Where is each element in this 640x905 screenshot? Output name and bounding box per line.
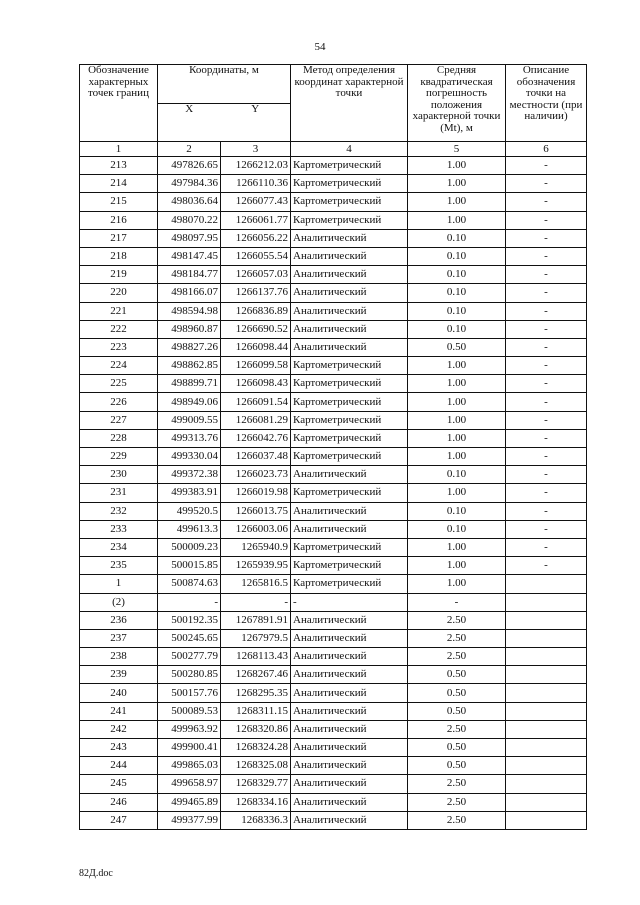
column-index-cell: 6 [506, 142, 587, 157]
coord-x-cell: 499658.97 [158, 775, 221, 793]
coord-x-cell: 499613.3 [158, 520, 221, 538]
error-cell: 1.00 [408, 448, 506, 466]
point-number-cell: 242 [80, 720, 158, 738]
coord-y-cell: 1267891.91 [221, 611, 291, 629]
table-row [80, 593, 587, 611]
error-cell: 0.10 [408, 266, 506, 284]
coord-x-cell: 500089.53 [158, 702, 221, 720]
error-cell: 2.50 [408, 648, 506, 666]
description-cell: - [506, 175, 587, 193]
error-cell: 2.50 [408, 793, 506, 811]
coord-x-cell: 498827.26 [158, 338, 221, 356]
coord-x-cell: 500192.35 [158, 611, 221, 629]
point-number-cell: 221 [80, 302, 158, 320]
description-cell [506, 811, 587, 829]
description-cell: - [506, 538, 587, 556]
coord-y-cell: 1266056.22 [221, 229, 291, 247]
table-row [80, 811, 587, 829]
page-number: 54 [314, 41, 326, 53]
description-cell [506, 593, 587, 611]
column-index-cell: 3 [221, 142, 291, 157]
coord-x-cell: 498166.07 [158, 284, 221, 302]
coord-x-cell: 499865.03 [158, 757, 221, 775]
error-cell: 0.10 [408, 247, 506, 265]
coord-y-cell: 1266099.58 [221, 357, 291, 375]
error-cell: - [408, 593, 506, 611]
error-cell: 0.50 [408, 666, 506, 684]
coord-y-cell: 1266061.77 [221, 211, 291, 229]
point-number-cell: 1 [80, 575, 158, 593]
point-number-cell: 222 [80, 320, 158, 338]
point-number-cell: (2) [80, 593, 158, 611]
point-number-cell: 247 [80, 811, 158, 829]
table-row [80, 538, 587, 556]
coord-x-cell: 498594.98 [158, 302, 221, 320]
method-cell: Картометрический [291, 429, 408, 447]
point-number-cell: 229 [80, 448, 158, 466]
description-cell: - [506, 193, 587, 211]
header-designation: Обозначение характерных точек границ [80, 65, 158, 142]
point-number-cell: 234 [80, 538, 158, 556]
method-cell: Аналитический [291, 684, 408, 702]
error-cell: 0.10 [408, 302, 506, 320]
method-cell: Аналитический [291, 320, 408, 338]
point-number-cell: 238 [80, 648, 158, 666]
error-cell: 1.00 [408, 484, 506, 502]
coord-y-cell: 1266023.73 [221, 466, 291, 484]
description-cell [506, 684, 587, 702]
error-cell: 2.50 [408, 811, 506, 829]
description-cell [506, 720, 587, 738]
description-cell [506, 793, 587, 811]
description-cell: - [506, 448, 587, 466]
coord-x-cell: - [158, 593, 221, 611]
description-cell [506, 575, 587, 593]
footer-filename: 82Д.doc [79, 868, 113, 879]
table-row [80, 666, 587, 684]
description-cell: - [506, 393, 587, 411]
table-row [80, 720, 587, 738]
error-cell: 0.50 [408, 702, 506, 720]
description-cell [506, 611, 587, 629]
point-number-cell: 232 [80, 502, 158, 520]
coord-y-cell: 1266098.44 [221, 338, 291, 356]
description-cell: - [506, 466, 587, 484]
header-x: X [158, 103, 221, 142]
column-index-cell: 2 [158, 142, 221, 157]
coord-y-cell: 1266003.06 [221, 520, 291, 538]
error-cell: 1.00 [408, 557, 506, 575]
error-cell: 0.10 [408, 466, 506, 484]
coord-y-cell: 1268320.86 [221, 720, 291, 738]
coord-x-cell: 498949.06 [158, 393, 221, 411]
error-cell: 1.00 [408, 157, 506, 175]
coord-x-cell: 500280.85 [158, 666, 221, 684]
error-cell: 1.00 [408, 538, 506, 556]
header-coordinates: Координаты, м [158, 65, 291, 104]
coord-x-cell: 500874.63 [158, 575, 221, 593]
description-cell: - [506, 302, 587, 320]
description-cell: - [506, 502, 587, 520]
table-row [80, 320, 587, 338]
method-cell: Аналитический [291, 229, 408, 247]
coord-x-cell: 500245.65 [158, 629, 221, 647]
coord-y-cell: 1268295.35 [221, 684, 291, 702]
table-row [80, 648, 587, 666]
table-row [80, 193, 587, 211]
coord-x-cell: 499900.41 [158, 739, 221, 757]
table-row [80, 375, 587, 393]
point-number-cell: 237 [80, 629, 158, 647]
table-row [80, 429, 587, 447]
point-number-cell: 213 [80, 157, 158, 175]
table-row [80, 739, 587, 757]
method-cell: Аналитический [291, 757, 408, 775]
point-number-cell: 233 [80, 520, 158, 538]
table-row [80, 338, 587, 356]
description-cell: - [506, 211, 587, 229]
method-cell: Аналитический [291, 466, 408, 484]
description-cell: - [506, 375, 587, 393]
coord-x-cell: 499520.5 [158, 502, 221, 520]
method-cell: Аналитический [291, 720, 408, 738]
table-row [80, 157, 587, 175]
coord-y-cell: 1265939.95 [221, 557, 291, 575]
coord-y-cell: 1266081.29 [221, 411, 291, 429]
method-cell: Картометрический [291, 193, 408, 211]
error-cell: 1.00 [408, 193, 506, 211]
table-row [80, 357, 587, 375]
error-cell: 1.00 [408, 429, 506, 447]
table-row [80, 793, 587, 811]
coord-x-cell: 499377.99 [158, 811, 221, 829]
coord-y-cell: 1265816.5 [221, 575, 291, 593]
error-cell: 0.10 [408, 284, 506, 302]
error-cell: 1.00 [408, 357, 506, 375]
coord-y-cell: 1268334.16 [221, 793, 291, 811]
coord-x-cell: 500015.85 [158, 557, 221, 575]
method-cell: Аналитический [291, 520, 408, 538]
coord-y-cell: 1268267.46 [221, 666, 291, 684]
method-cell: Аналитический [291, 775, 408, 793]
description-cell: - [506, 338, 587, 356]
coord-x-cell: 498184.77 [158, 266, 221, 284]
table-row [80, 502, 587, 520]
table-row [80, 411, 587, 429]
error-cell: 2.50 [408, 629, 506, 647]
point-number-cell: 245 [80, 775, 158, 793]
description-cell: - [506, 284, 587, 302]
point-number-cell: 225 [80, 375, 158, 393]
coord-x-cell: 500277.79 [158, 648, 221, 666]
error-cell: 2.50 [408, 611, 506, 629]
coord-y-cell: 1268329.77 [221, 775, 291, 793]
description-cell [506, 702, 587, 720]
coord-y-cell: 1266212.03 [221, 157, 291, 175]
coord-y-cell: 1266137.76 [221, 284, 291, 302]
description-cell: - [506, 229, 587, 247]
table-row [80, 284, 587, 302]
point-number-cell: 228 [80, 429, 158, 447]
error-cell: 2.50 [408, 720, 506, 738]
table-row [80, 466, 587, 484]
coord-x-cell: 499383.91 [158, 484, 221, 502]
error-cell: 1.00 [408, 411, 506, 429]
point-number-cell: 244 [80, 757, 158, 775]
coord-x-cell: 497984.36 [158, 175, 221, 193]
method-cell: Аналитический [291, 284, 408, 302]
point-number-cell: 217 [80, 229, 158, 247]
point-number-cell: 218 [80, 247, 158, 265]
point-number-cell: 241 [80, 702, 158, 720]
coord-x-cell: 499330.04 [158, 448, 221, 466]
coord-y-cell: 1268324.28 [221, 739, 291, 757]
coord-x-cell: 499465.89 [158, 793, 221, 811]
description-cell [506, 648, 587, 666]
coord-y-cell: 1266055.54 [221, 247, 291, 265]
description-cell [506, 739, 587, 757]
coord-y-cell: 1266110.36 [221, 175, 291, 193]
header-error: Средняя квадратическая погрешность положения характерной точки (Mt), м [408, 65, 506, 142]
method-cell: Картометрический [291, 175, 408, 193]
coord-x-cell: 497826.65 [158, 157, 221, 175]
point-number-cell: 224 [80, 357, 158, 375]
table-row [80, 302, 587, 320]
method-cell: Аналитический [291, 739, 408, 757]
error-cell: 0.10 [408, 229, 506, 247]
error-cell: 1.00 [408, 575, 506, 593]
point-number-cell: 219 [80, 266, 158, 284]
error-cell: 1.00 [408, 375, 506, 393]
method-cell: Аналитический [291, 247, 408, 265]
coord-y-cell: 1265940.9 [221, 538, 291, 556]
error-cell: 0.10 [408, 502, 506, 520]
error-cell: 1.00 [408, 211, 506, 229]
error-cell: 0.10 [408, 320, 506, 338]
description-cell [506, 775, 587, 793]
table-row [80, 629, 587, 647]
method-cell: Аналитический [291, 702, 408, 720]
table-row [80, 611, 587, 629]
error-cell: 2.50 [408, 775, 506, 793]
method-cell: - [291, 593, 408, 611]
table-row [80, 448, 587, 466]
point-number-cell: 236 [80, 611, 158, 629]
table-row [80, 557, 587, 575]
method-cell: Аналитический [291, 811, 408, 829]
table-row [80, 702, 587, 720]
method-cell: Картометрический [291, 375, 408, 393]
point-number-cell: 223 [80, 338, 158, 356]
error-cell: 0.10 [408, 520, 506, 538]
column-index-row [80, 142, 587, 157]
header-description: Описание обозначения точки на местности (при наличии) [506, 65, 587, 142]
description-cell [506, 629, 587, 647]
coord-y-cell: 1266098.43 [221, 375, 291, 393]
description-cell: - [506, 411, 587, 429]
coord-y-cell: 1266690.52 [221, 320, 291, 338]
method-cell: Аналитический [291, 629, 408, 647]
point-number-cell: 227 [80, 411, 158, 429]
column-index-cell: 4 [291, 142, 408, 157]
method-cell: Картометрический [291, 393, 408, 411]
method-cell: Картометрический [291, 448, 408, 466]
coord-x-cell: 498097.95 [158, 229, 221, 247]
method-cell: Картометрический [291, 484, 408, 502]
header-y: Y [221, 103, 291, 142]
table-row [80, 575, 587, 593]
table-row [80, 775, 587, 793]
point-number-cell: 246 [80, 793, 158, 811]
coord-x-cell: 499372.38 [158, 466, 221, 484]
coord-x-cell: 498899.71 [158, 375, 221, 393]
coord-y-cell: 1266037.48 [221, 448, 291, 466]
method-cell: Аналитический [291, 648, 408, 666]
coord-y-cell: 1266019.98 [221, 484, 291, 502]
table-row [80, 266, 587, 284]
coord-x-cell: 499009.55 [158, 411, 221, 429]
description-cell [506, 666, 587, 684]
table-row [80, 211, 587, 229]
table-row [80, 393, 587, 411]
coord-y-cell: 1267979.5 [221, 629, 291, 647]
method-cell: Аналитический [291, 266, 408, 284]
description-cell: - [506, 157, 587, 175]
coord-y-cell: 1268311.15 [221, 702, 291, 720]
column-index-cell: 1 [80, 142, 158, 157]
coord-x-cell: 499963.92 [158, 720, 221, 738]
method-cell: Аналитический [291, 338, 408, 356]
error-cell: 0.50 [408, 757, 506, 775]
description-cell: - [506, 429, 587, 447]
point-number-cell: 215 [80, 193, 158, 211]
table-row [80, 229, 587, 247]
coord-y-cell: 1266057.03 [221, 266, 291, 284]
error-cell: 1.00 [408, 393, 506, 411]
error-cell: 0.50 [408, 338, 506, 356]
error-cell: 1.00 [408, 175, 506, 193]
point-number-cell: 220 [80, 284, 158, 302]
method-cell: Картометрический [291, 357, 408, 375]
coord-x-cell: 498147.45 [158, 247, 221, 265]
table-row [80, 484, 587, 502]
table-row [80, 684, 587, 702]
point-number-cell: 239 [80, 666, 158, 684]
description-cell: - [506, 247, 587, 265]
description-cell: - [506, 520, 587, 538]
method-cell: Аналитический [291, 793, 408, 811]
coord-y-cell: 1268113.43 [221, 648, 291, 666]
coord-x-cell: 498960.87 [158, 320, 221, 338]
coord-x-cell: 498036.64 [158, 193, 221, 211]
coord-x-cell: 500009.23 [158, 538, 221, 556]
coord-y-cell: - [221, 593, 291, 611]
coord-x-cell: 498070.22 [158, 211, 221, 229]
description-cell: - [506, 357, 587, 375]
method-cell: Аналитический [291, 302, 408, 320]
point-number-cell: 214 [80, 175, 158, 193]
method-cell: Картометрический [291, 557, 408, 575]
description-cell: - [506, 484, 587, 502]
method-cell: Картометрический [291, 538, 408, 556]
header-method: Метод определения координат характерной точки [291, 65, 408, 142]
coordinates-table [79, 64, 587, 830]
description-cell: - [506, 266, 587, 284]
coord-x-cell: 498862.85 [158, 357, 221, 375]
point-number-cell: 240 [80, 684, 158, 702]
point-number-cell: 230 [80, 466, 158, 484]
description-cell [506, 757, 587, 775]
table-row [80, 520, 587, 538]
point-number-cell: 226 [80, 393, 158, 411]
point-number-cell: 235 [80, 557, 158, 575]
point-number-cell: 243 [80, 739, 158, 757]
description-cell: - [506, 320, 587, 338]
method-cell: Картометрический [291, 575, 408, 593]
table-body [80, 157, 587, 830]
error-cell: 0.50 [408, 739, 506, 757]
method-cell: Аналитический [291, 611, 408, 629]
point-number-cell: 216 [80, 211, 158, 229]
coord-y-cell: 1268325.08 [221, 757, 291, 775]
description-cell: - [506, 557, 587, 575]
coord-y-cell: 1266013.75 [221, 502, 291, 520]
coord-y-cell: 1266077.43 [221, 193, 291, 211]
method-cell: Картометрический [291, 157, 408, 175]
point-number-cell: 231 [80, 484, 158, 502]
method-cell: Аналитический [291, 502, 408, 520]
table-row [80, 757, 587, 775]
table-row [80, 175, 587, 193]
coord-y-cell: 1266836.89 [221, 302, 291, 320]
coord-x-cell: 500157.76 [158, 684, 221, 702]
coord-y-cell: 1268336.3 [221, 811, 291, 829]
coord-y-cell: 1266042.76 [221, 429, 291, 447]
column-index-cell: 5 [408, 142, 506, 157]
error-cell: 0.50 [408, 684, 506, 702]
coord-y-cell: 1266091.54 [221, 393, 291, 411]
method-cell: Аналитический [291, 666, 408, 684]
table-row [80, 247, 587, 265]
method-cell: Картометрический [291, 211, 408, 229]
coord-x-cell: 499313.76 [158, 429, 221, 447]
method-cell: Картометрический [291, 411, 408, 429]
